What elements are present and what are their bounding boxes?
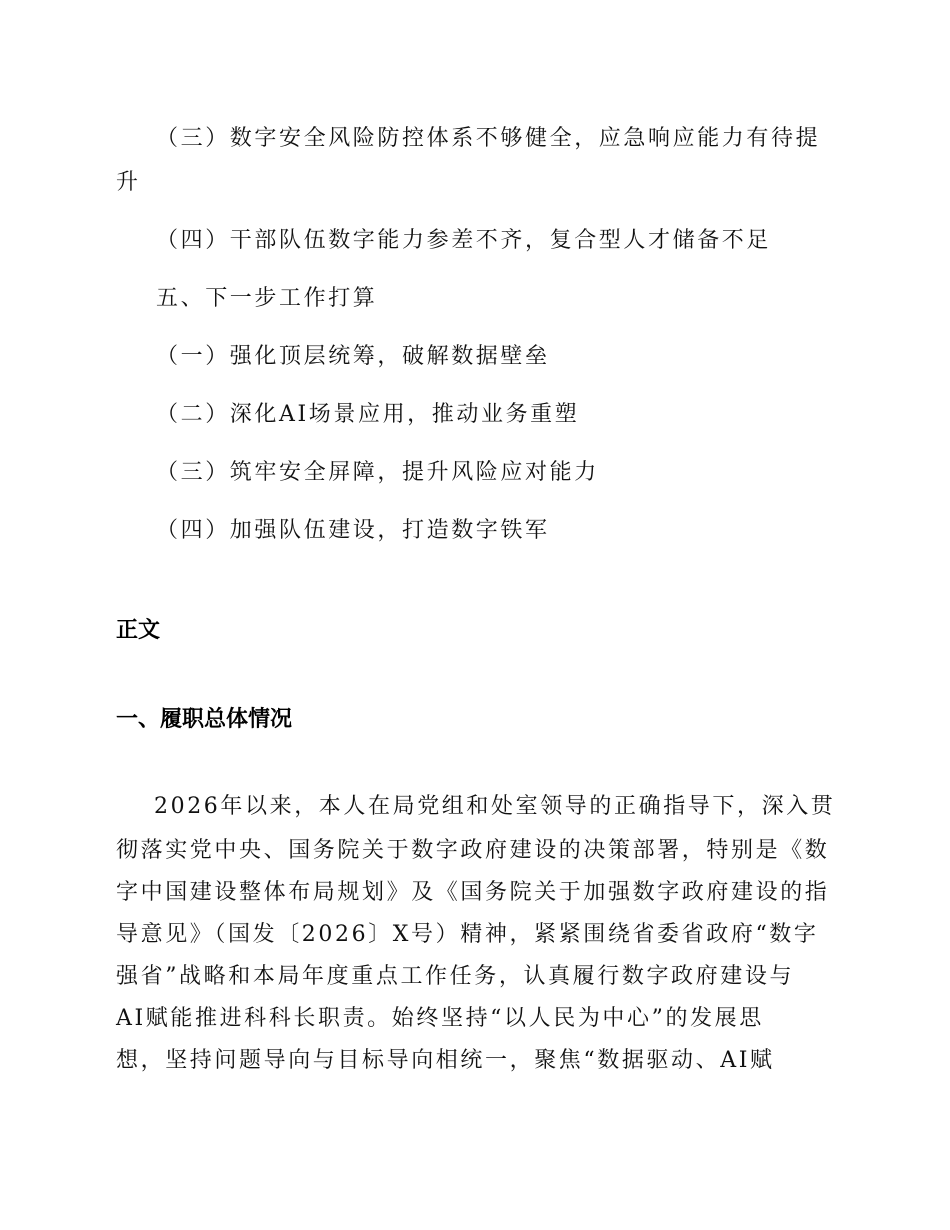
paragraph-line: 2026年以来，本人在局党组和处室领导的正确指导下，深入贯 (154, 794, 836, 819)
paragraph-line: 想，坚持问题导向与目标导向相统一，聚焦“数据驱动、AI赋 (116, 1048, 775, 1073)
paragraph-line: 彻落实党中央、国务院关于数字政府建设的决策部署，特别是《数 (116, 838, 830, 863)
section-5-sub-2: （二）深化AI场景应用，推动业务重塑 (156, 402, 580, 427)
section-5-title: 五、下一步工作打算 (156, 286, 378, 311)
outline-item-4: （四）干部队伍数字能力参差不齐，复合型人才储备不足 (156, 228, 772, 253)
paragraph-line: AI赋能推进科科长职责。始终坚持“以人民为中心”的发展思 (116, 1006, 764, 1031)
paragraph-line: 强省”战略和本局年度重点工作任务，认真履行数字政府建设与 (116, 964, 795, 989)
section-5-sub-3: （三）筑牢安全屏障，提升风险应对能力 (156, 460, 599, 485)
paragraph-line: 导意见》（国发〔2026〕X号）精神，紧紧围绕省委省政府“数字 (116, 922, 819, 947)
section-5-sub-1: （一）强化顶层统筹，破解数据壁垒 (156, 344, 550, 369)
outline-item-3-line2: 升 (116, 170, 141, 195)
outline-item-3-line1: （三）数字安全风险防控体系不够健全，应急响应能力有待提 (156, 126, 821, 151)
paragraph-line: 字中国建设整体布局规划》及《国务院关于加强数字政府建设的指 (116, 880, 830, 905)
body-heading: 正文 (116, 618, 161, 643)
section-1-title: 一、履职总体情况 (116, 707, 293, 732)
section-5-sub-4: （四）加强队伍建设，打造数字铁军 (156, 518, 550, 543)
